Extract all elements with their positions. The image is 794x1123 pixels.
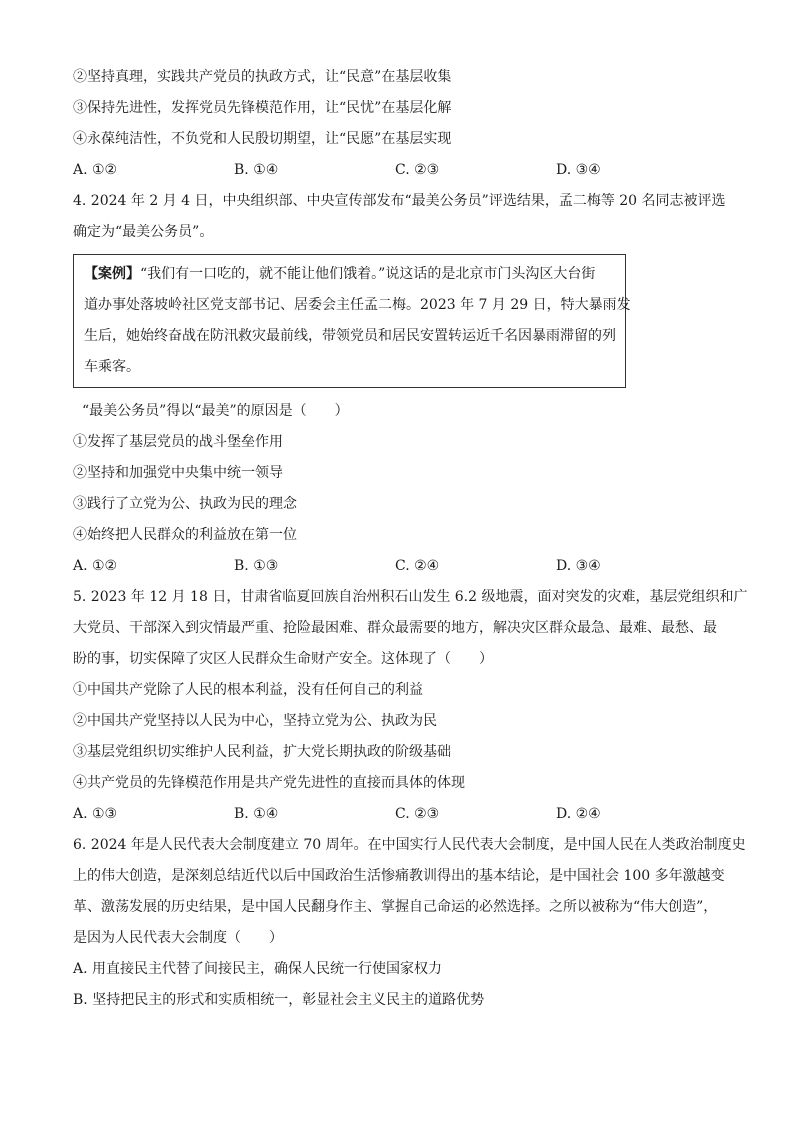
q4-item-2: ②坚持和加强党中央集中统一领导	[73, 465, 283, 481]
question-3	[73, 62, 733, 186]
q3-item-2: ②坚持真理，实践共产党员的执政方式，让“民意”在基层收集	[73, 69, 452, 85]
q3-item-3: ③保持先进性，发挥党员先锋模范作用，让“民忧”在基层化解	[73, 100, 452, 116]
q6-choice-a[interactable]: A. 用直接民主代替了间接民主，确保人民统一行使国家权力	[73, 961, 443, 977]
q5-stem-line-3: 盼的事，切实保障了灾区人民群众生命财产安全。这体现了（ ）	[73, 651, 493, 667]
q3-item-4: ④永葆纯洁性，不负党和人民殷切期望，让“民愿”在基层实现	[73, 131, 452, 147]
q4-item-4: ④始终把人民群众的利益放在第一位	[73, 527, 297, 543]
q3-option-b[interactable]: B. ①④	[234, 162, 279, 178]
q6-stem-line-4: 是因为人民代表大会制度（ ）	[73, 930, 283, 946]
q4-item-3: ③践行了立党为公、执政为民的理念	[73, 496, 297, 512]
q4-options	[73, 551, 733, 582]
q5-item-4: ④共产党员的先锋模范作用是共产党先进性的直接而具体的体现	[73, 775, 465, 791]
q6-stem-line-3: 革、激荡发展的历史结果，是中国人民翻身作主、掌握自己命运的必然选择。之所以被称为“伟大创造”，	[73, 899, 718, 915]
q5-options	[73, 799, 733, 830]
q4-case-line-3: 生后，她始终奋战在防汛救灾最前线，带领党员和居民安置转运近千名因暴雨滞留的列	[84, 328, 616, 344]
q6-stem-line-1: 6. 2024 年是人民代表大会制度建立 70 周年。在中国实行人民代表大会制度，是中国人民在人类政治制度史	[73, 837, 746, 853]
q3-option-d[interactable]: D. ③④	[556, 162, 601, 178]
question-4	[73, 186, 733, 582]
q6-choice-b[interactable]: B. 坚持把民主的形式和实质相统一，彰显社会主义民主的道路优势	[73, 992, 485, 1008]
q4-case-line-2: 道办事处落坡岭社区党支部书记、居委会主任孟二梅。2023 年 7 月 29 日，特大暴雨发	[84, 297, 631, 313]
question-6	[73, 830, 746, 1016]
q3-options	[73, 155, 733, 186]
q5-item-1: ①中国共产党除了人民的根本利益，没有任何自己的利益	[73, 682, 423, 698]
q4-option-a[interactable]: A. ①②	[73, 558, 118, 574]
document-page	[73, 62, 748, 1016]
q3-option-a[interactable]: A. ①②	[73, 162, 118, 178]
q4-option-b[interactable]: B. ①③	[234, 558, 279, 574]
question-5	[73, 582, 748, 830]
q5-option-c[interactable]: C. ②③	[395, 806, 440, 822]
q5-item-3: ③基层党组织切实维护人民利益，扩大党长期执政的阶级基础	[73, 744, 451, 760]
q5-option-a[interactable]: A. ①③	[73, 806, 118, 822]
q4-case-line-1	[84, 259, 615, 290]
q5-item-2: ②中国共产党坚持以人民为中心，坚持立党为公、执政为民	[73, 713, 437, 729]
q4-stem-line-2: 确定为“最美公务员”。	[73, 224, 214, 240]
q4-case-box	[73, 254, 631, 388]
q4-option-c[interactable]: C. ②④	[395, 558, 440, 574]
q6-stem-line-2: 上的伟大创造，是深刻总结近代以后中国政治生活惨痛教训得出的基本结论，是中国社会 100 多年激越变	[73, 868, 725, 884]
q5-stem-line-2: 大党员、干部深入到灾情最严重、抢险最困难、群众最需要的地方，解决灾区群众最急、最难、最愁、最	[73, 620, 717, 636]
q4-stem-line-1: 4. 2024 年 2 月 4 日，中央组织部、中央宣传部发布“最美公务员”评选结果，孟二梅等 20 名同志被评选	[73, 193, 726, 209]
q4-case-tag: 【案例】	[84, 266, 140, 282]
q4-case-text-1: “我们有一口吃的，就不能让他们饿着。”说这话的是北京市门头沟区大台街	[140, 266, 596, 282]
q4-question: “最美公务员”得以“最美”的原因是（ ）	[82, 403, 349, 419]
q5-option-d[interactable]: D. ②④	[556, 806, 601, 822]
q5-stem-line-1: 5. 2023 年 12 月 18 日，甘肃省临夏回族自治州积石山发生 6.2 级地震，面对突发的灾难，基层党组织和广	[73, 589, 748, 605]
q3-option-c[interactable]: C. ②③	[395, 162, 440, 178]
q4-option-d[interactable]: D. ③④	[556, 558, 601, 574]
q4-item-1: ①发挥了基层党员的战斗堡垒作用	[73, 434, 283, 450]
q4-case-line-4: 车乘客。	[84, 359, 140, 375]
q5-option-b[interactable]: B. ①④	[234, 806, 279, 822]
